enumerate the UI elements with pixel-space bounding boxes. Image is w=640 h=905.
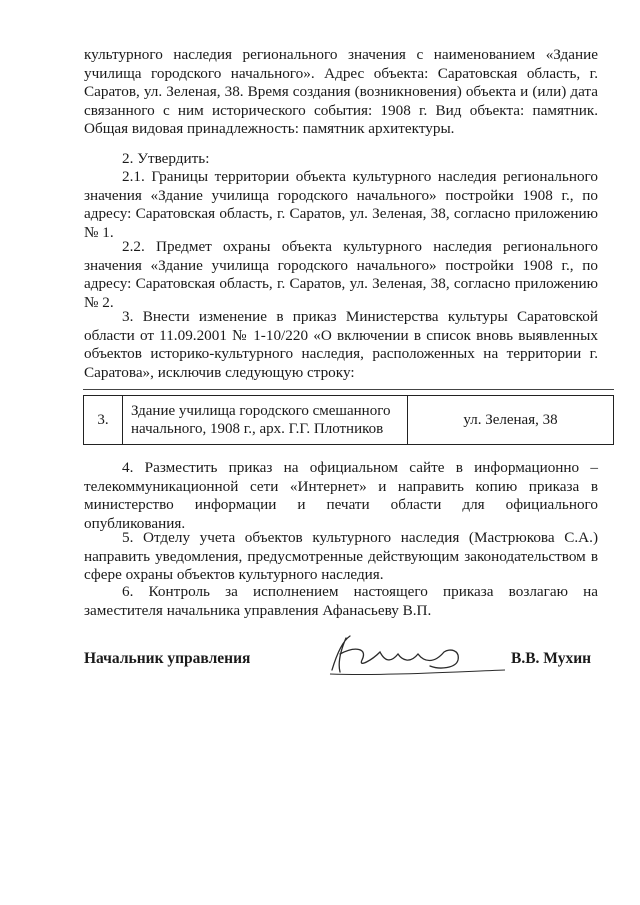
paragraph-6: 6. Контроль за исполнением настоящего приказа возлагаю на заместителя начальника управления Афанасьеву В.П.: [84, 583, 598, 619]
paragraph-3: 3. Внести изменение в приказ Министерства культуры Саратовской области от 11.09.2001 № 1-10/220 «О включении в список вновь выявленных объектов историко-культурного наследия, расположенных на территории г. Саратова», исключив следующую строку:: [84, 308, 598, 381]
table-cell-name: Здание училища городского смешанного начального, 1908 г., арх. Г.Г. Плотников: [123, 396, 408, 445]
signatory-title: Начальник управления: [84, 650, 251, 667]
paragraph-intro: культурного наследия регионального значения с наименованием «Здание училища городского начального». Адрес объекта: Саратовская область, г. Саратов, ул. Зеленая, 38. Время создания (возникновения) объекта и (или) дата связанного с ним исторического события: 1908 г. Вид объекта: памятник. Общая видовая принадлежность: памятник архитектуры.: [84, 46, 598, 138]
table-row: [84, 396, 614, 445]
table-top-rule: [83, 389, 614, 390]
paragraph-2: 2. Утвердить:: [122, 150, 210, 167]
paragraph-4: 4. Разместить приказ на официальном сайте в информационно – телекоммуникационной сети «Интернет» и направить копию приказа в министерство информации и печати области для официального опубликования.: [84, 459, 598, 532]
paragraph-2-2: 2.2. Предмет охраны объекта культурного наследия регионального значения «Здание училища городского начального» постройки 1908 г., по адресу: Саратовская область, г. Саратов, ул. Зеленая, 38, согласно приложению № 2.: [84, 238, 598, 311]
paragraph-5: 5. Отделу учета объектов культурного наследия (Мастрюкова С.А.) направить уведомления, предусмотренные действующим законодательством в сфере охраны объектов культурного наследия.: [84, 529, 598, 584]
table-cell-address: ул. Зеленая, 38: [408, 396, 614, 445]
excluded-row-table: [83, 395, 614, 445]
paragraph-2-1: 2.1. Границы территории объекта культурного наследия регионального значения «Здание училища городского начального» постройки 1908 г., по адресу: Саратовская область, г. Саратов, ул. Зеленая, 38, согласно приложению № 1.: [84, 168, 598, 241]
handwritten-signature: [310, 630, 510, 680]
signatory-name: В.В. Мухин: [511, 650, 592, 667]
table-cell-number: 3.: [84, 396, 123, 445]
